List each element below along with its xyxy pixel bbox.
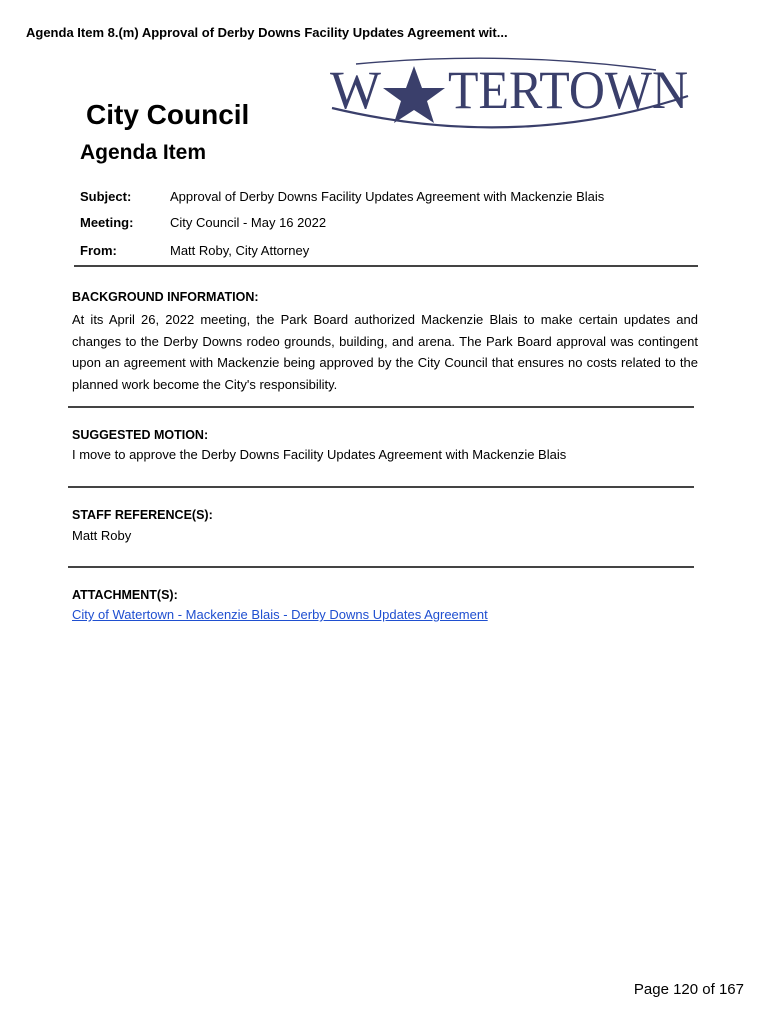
subject-value: Approval of Derby Downs Facility Updates Agreement with Mackenzie Blais (170, 189, 605, 204)
background-heading: BACKGROUND INFORMATION: (72, 290, 259, 304)
page-subtitle: Agenda Item (80, 141, 207, 164)
page-number: Page 120 of 167 (633, 981, 744, 998)
divider (74, 265, 698, 267)
divider (68, 566, 694, 568)
subject-label: Subject: (80, 189, 132, 204)
attachments-heading: ATTACHMENT(S): (72, 588, 178, 602)
background-text: At its April 26, 2022 meeting, the Park Board authorized Mackenzie Blais to make certain updates and changes to the Derby Downs rodeo grounds, building, and arena. The Park Board approval was contingent upon an agreement with Mackenzie being approved by the City Council that ensures no costs related to the planned work become the City's responsibility. (72, 312, 698, 392)
svg-text:W: W (330, 60, 381, 120)
page-title: City Council (86, 99, 250, 130)
running-header: Agenda Item 8.(m) Approval of Derby Downs Facility Updates Agreement wit... (26, 25, 508, 40)
from-value: Matt Roby, City Attorney (170, 243, 310, 258)
motion-text: I move to approve the Derby Downs Facility Updates Agreement with Mackenzie Blais (72, 447, 567, 462)
divider (68, 406, 694, 408)
svg-text:TERTOWN: TERTOWN (448, 60, 688, 120)
meeting-label: Meeting: (80, 215, 134, 230)
meeting-value: City Council - May 16 2022 (170, 215, 327, 230)
from-label: From: (80, 243, 117, 258)
divider (68, 486, 694, 488)
star-icon (383, 66, 445, 123)
watertown-logo (326, 56, 692, 138)
staff-heading: STAFF REFERENCE(S): (72, 508, 213, 522)
motion-heading: SUGGESTED MOTION: (72, 428, 209, 442)
attachment-link[interactable]: City of Watertown - Mackenzie Blais - Derby Downs Updates Agreement (72, 607, 488, 622)
staff-text: Matt Roby (72, 528, 132, 543)
